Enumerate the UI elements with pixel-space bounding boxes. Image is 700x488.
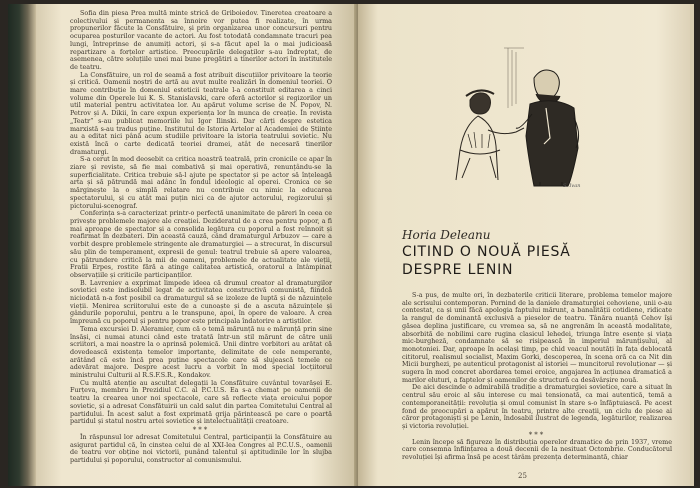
section-separator: *** <box>528 430 546 439</box>
paragraph: Lenin începe să figureze în distribuția operelor dramatice de prin 1937, vreme care consemna înființarea a două decenii de la nesituat Octombrie. Conducătorul revoluției își afirma însă pe acest târâm prezența determinantă, chiar <box>402 437 672 462</box>
article-title-line-2: DESPRE LENIN <box>402 262 514 278</box>
section-separator: *** <box>192 425 210 434</box>
article-author: Horia Deleanu <box>402 228 491 242</box>
lenin-sketch-illustration <box>448 38 588 188</box>
paragraph: S-a cerut în mod deosebit ca critica noastră teatrală, prin cronicile ce apar în ziare și reviste, să fie mai combativă și mai operativă, renunțându-se la superficialitate. Critica trebuie să-l ajute pe spectator și pe actor să înțeleagă arta și să pătrundă mai adânc în fondul ideologic al operei. Cronica ce se mărginește la o simplă relatare nu contribuie cu nimic la educarea spectatorului, și cu atât mai puțin nici ca de ajutor actorului, regizorului și pictorului-scenograf. <box>70 155 332 210</box>
paragraph: S-a pus, de multe ori, în dezbaterile criticii literare, problema temelor majore ale scrisului contemporan. Pornind de la daniele dramaturgiei cehoviene, unii o-au contestat, ca și unii făcă apologia faptului mărunt, a banalității cotidiene, ridicate la rangul de dominantă exclusivă a pieselor de teatru. Tânăra nuanță Cehov își găsea deplina justificare, cu vremea sa, să ne angrenăm în această modalitate, absorbită de nobilimi care rugina clasicul lehedei, triunga între esențe și viața mic-burgheză, condamnate să se risipească în imperiul mărunțișului, al monotoniei. Dar, aproape în același timp, pe chid veacul noutăți în fața deblocată cititorul, realismul socialist, Maxim Gorki, descoperea, în scena oră ca ca Nit din Micii burghezi, pe autenticul protagonist al istoriei — muncitorul revoluționar — și sugera în mod concret abordarea temei eroice, angajarea în acțiunea dramatică a marilor eluturi, a faptelor și oamenilor de structură ca desăvârșire nouă. <box>402 291 672 384</box>
paragraph: Tema excursiei D. Aleramier, cum că o temă mărunță nu e mărunță prin sine însăși, ci numai atunci când este tratată într-un stil mărunt de către unii scriitori, a mai noastre la o aprinsă polemică. Unii dintre vorbitori au arătat că dovedească existența temelor importante, delimitate de cele nemperante, arătând că este încă prea puține spectacole care să slujească temele ce adevărat majore. Despre acest lucru a vorbit în mod special locțiitorul ministrului Culturii al R.S.F.S.R., Kondakov. <box>70 324 332 380</box>
paragraph: În răspunsul lor adresat Comitetului Central, participanții la Consfătuire au asigurat partidul că, în cinstea celui de al XXI-lea Congres al P.C.U.S., oamenii de teatru vor obține noi victorii, punând talentul și aptitudinile lor în slujba partidului și poporului, constructor al comunismului. <box>70 432 332 465</box>
paragraph: Sofia din piesa Prea multă minte strică de Griboiedov. Tineretea creatoare a colectivului și permanenta sa înnoire vor putea fi realizate, în urma propunerilor făcute la Consfătuire, și prin organizarea unor concursuri pentru ocuparea posturilor vacante de actori. Au fost totodată condamnate tracuri pea lungi, întreprinse de anumiți actori, și s-a făcut apel la o mai judicioasă repartizare a forțelor artistice. Preocupările delegaților s-au îndreptat, de asemenea, către soluțiile unei mai bune pregătiri a tinerilor actori în institutele de teatru. <box>70 9 332 71</box>
article-title-line-1: CITIND O NOUĂ PIESĂ <box>402 244 571 260</box>
book-cover-edge <box>8 4 36 486</box>
paragraph: Conferința s-a caracterizat printr-o perfectă unanimitate de păreri în ceea ce privește problemele majore ale creației. Dezideratul de a crea pentru popor, a fi mai aproape de spectator și a consolida legătura cu poporul a fost reînnoit și reafirmat în dezbateri. Din această cauză, când dramaturgul Arbuzov — care a vorbit despre problemele stringente ale dramaturgiei — a strecurat, în discursul său plin de temperament, expresii de genul: teatrul trebuie să apere valoarea, cu pătrundere critică la mii de oameni, problemele de actualitate ale vieții, Fratii Erpes, rostite fără a atinge calitatea artistică, oratorul a întâmpinat observațiile și criticile participanților. <box>70 209 332 279</box>
paragraph: La Consfătuire, un rol de seamă a fost atribuit discuțiilor privitoare la teorie și critică. Oamenii noștri de artă au avut multe realizări în domeniul teoriei. O mare contribuție în domeniul esteticii teatrale l-a constituit editarea a cinci volume din Operele lui K. S. Stanislavski, care oferă actorilor și regizorilor un util material pentru activitatea lor. Au apărut volume scrise de N. Popov, N. Petrov și A. Dikii, în care expun experiența lor în munca de creație. În revista „Teatr” s-au publicat memoriile lui Igor Ilinski. Dar cărți despre estetica marxistă s-au tradus puține. Institutul de Istoria Artelor al Academiei de Științe au a editat nici până acum studiile privitoare la istoria teatrului sovietic. Nu există încă o carte dedicată teoriei dramei, atât de necesară tinerilor dramaturgi. <box>70 70 332 156</box>
illustration-signature: S. Ivan <box>563 183 581 189</box>
page-number: 25 <box>518 472 527 480</box>
left-page-text <box>70 10 332 465</box>
paragraph: Cu multă atenție au ascultat delegații la Consfătuire cuvântul tovarășei E. Furțeva, membru în Prezidiul C.C. al P.C.U.S. Ea s-a chemat pe oamenii de teatru la crearea unor noi spectacole, care să reflecte viața eroicului popor sovietic, și a adresat Consfătuirii un cald salut din partea Comitetului Central al partidului. În acest salut a fost exprimată grija părintească pe care o poartă partidul și statul nostru artei sovietice și intelectualității creatoare. <box>70 378 332 426</box>
left-page <box>36 4 358 486</box>
right-page <box>358 4 690 486</box>
paragraph: De aici descinde o admirabilă tradiție a dramaturgiei sovietice, care a situat în centrul său eroic al său interese cu mai tensionată, ca mai autentică, temă a contemporaneității: revoluția și omul comunist în stare s-o înfăptuiască. Pe acest fond de preocupări a apărut în teatru, printre alte creații, un ciclu de piese ai căror protagoniști și pe Lenin, îndosabil ilustrat de legenda, legăturilor, realizarea și victoria revoluției. <box>402 383 672 430</box>
right-page-text <box>402 292 672 462</box>
open-book <box>8 4 694 486</box>
paragraph: B. Lavreniev a exprimat limpede ideea că drumul creator al dramaturgilor sovietici este indisolubil legat de activitatea constructivă comunistă, fiindcă niciodată n-a fost posibil ca dramaturgul să se izoleze de luptă și de năzuințele vieții. Menirea scriitorului este de a cunoaște și de a ascuta năzuințele și gândurile poporului, pentru a le transpune, apoi, în opere de valoare. A crea împreună cu poporul și pentru popor este principala îndatorire a artiștilor. <box>70 278 332 326</box>
